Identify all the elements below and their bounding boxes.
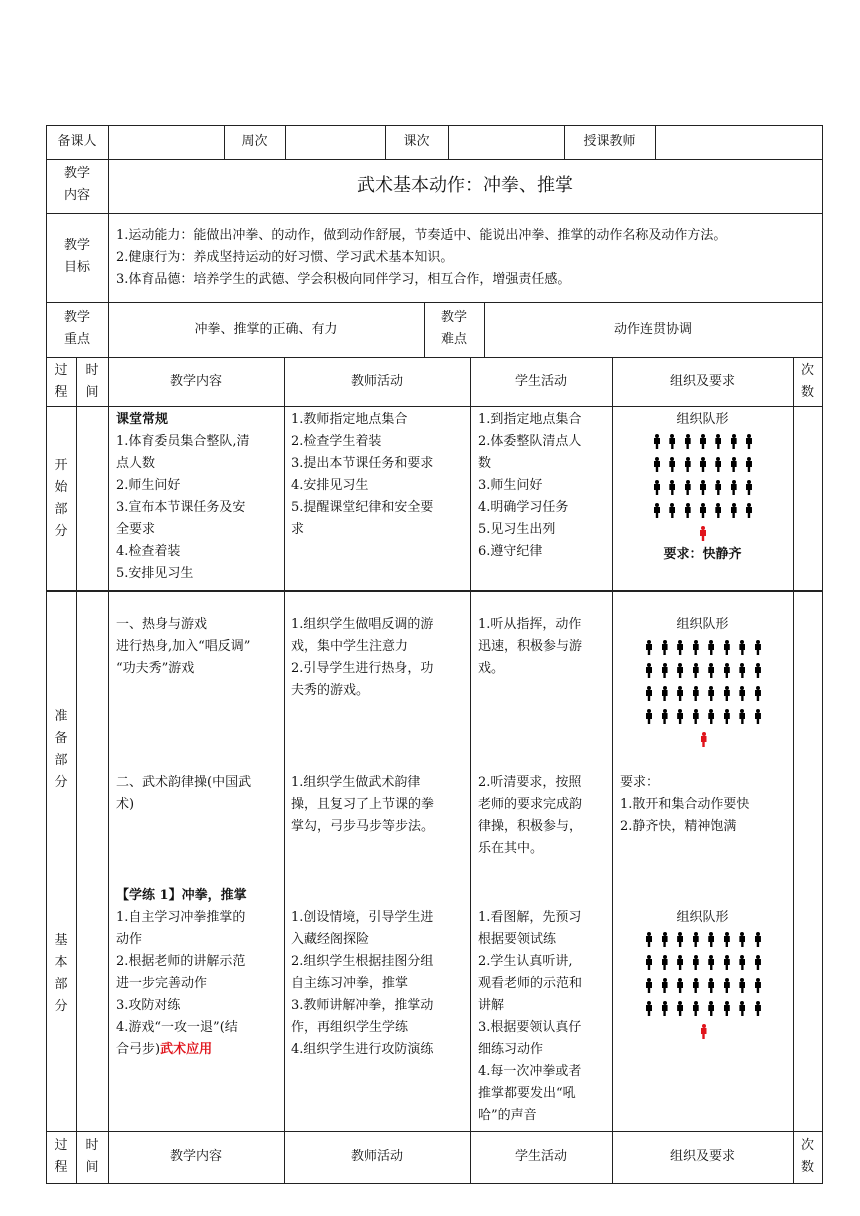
key-point-value: 冲拳、推掌的正确、有力: [194, 322, 338, 337]
formation-figure: [653, 434, 753, 549]
col-content: 教学内容: [169, 374, 222, 389]
basic-org-title: 组织队形: [676, 910, 729, 925]
teacher-figure: [700, 732, 708, 748]
basic-teacher: 1.创设情境，引导学生进 入藏经阁探险 2.组织学生根据挂图分组 自主练习冲拳，推掌 3.教师讲解冲拳，推掌动 作，再组织学生学练 4.组织学生进行攻防演练: [291, 910, 434, 1057]
col-count: 次 数: [800, 363, 814, 400]
goals-list: [116, 225, 821, 291]
teacher-figure: [699, 526, 707, 542]
lesson-label: 课次: [403, 134, 430, 149]
martial-application-highlight: 武术应用: [160, 1042, 213, 1057]
phase-start: 开 始 部 分: [54, 458, 68, 539]
key-point-label: 教学 重点: [63, 310, 90, 347]
basic-content: 【学练 1】冲拳，推掌 1.自主学习冲拳推掌的 动作 2.根据老师的讲解示范 进一步完善动作 3.攻防对练 4.游戏“一攻一退”(结 合弓步)武术应用: [116, 885, 282, 1061]
start-teacher: 1.教师指定地点集合 2.检查学生着装 3.提出本节课任务和要求 4.安排见习生 5.提醒课堂纪律和安全要 求: [291, 412, 434, 537]
prep-teacher-a: 1.组织学生做唱反调的游 戏，集中学生注意力 2.引导学生进行热身，功 夫秀的游戏。: [291, 617, 434, 698]
col-org: 组织及要求: [669, 374, 735, 389]
footer-col-time: 时 间: [85, 1138, 99, 1175]
footer-col-count: 次 数: [800, 1138, 814, 1175]
prep-content-b: 二、武术韵律操(中国武 术): [116, 775, 252, 812]
start-org-title: 组织队形: [676, 412, 729, 427]
prep-org-title: 组织队形: [676, 617, 729, 632]
content-label: 教学 内容: [63, 166, 90, 203]
week-label: 周次: [241, 134, 268, 149]
footer-col-process: 过 程: [54, 1138, 68, 1175]
phase-prep: 准 备 部 分: [54, 709, 68, 790]
prep-teacher-b: 1.组织学生做武术韵律 操，且复习了上节课的拳 掌勾，弓步马步等步法。: [291, 775, 435, 834]
prep-student-b: 2.听清要求，按照 老师的要求完成韵 律操，积极参与， 乐在其中。: [478, 775, 583, 856]
lesson-title: 武术基本动作：冲拳、推掌: [357, 175, 573, 196]
col-teacher: 教师活动: [350, 374, 403, 389]
phase-basic: 基 本 部 分: [54, 933, 68, 1014]
goal-item: 1.运动能力：能做出冲拳、的动作，做到动作舒展，节奏适中、能说出冲拳、推掌的动作名称及动作方法。: [116, 228, 727, 243]
teacher-field[interactable]: [655, 125, 822, 159]
difficulty-label: 教学 难点: [440, 310, 467, 347]
teacher-label: 授课教师: [583, 134, 636, 149]
start-content-title: 课堂常规: [116, 412, 169, 427]
footer-col-student: 学生活动: [514, 1149, 567, 1164]
lesson-field[interactable]: [448, 125, 564, 159]
prep-student-a: 1.听从指挥，动作 迅速，积极参与游 戏。: [478, 617, 583, 676]
week-field[interactable]: [285, 125, 385, 159]
preparer-field[interactable]: [108, 125, 224, 159]
prep-org-require: 要求： 1.散开和集合动作要快 2.静齐快，精神饱满: [620, 775, 750, 834]
col-time: 时 间: [85, 363, 99, 400]
footer-col-teacher: 教师活动: [350, 1149, 403, 1164]
preparer-label: 备课人: [57, 134, 97, 149]
goals-label: 教学 目标: [63, 238, 90, 275]
col-process: 过 程: [54, 363, 68, 400]
start-content: 课堂常规 1.体育委员集合整队,清 点人数 2.师生问好 3.宣布本节课任务及安 全要求 4.检查着装 5.安排见习生: [116, 409, 282, 585]
goal-item: 3.体育品德：培养学生的武德、学会积极向同伴学习，相互合作，增强责任感。: [116, 272, 571, 287]
formation-figure: [645, 640, 762, 755]
footer-col-content: 教学内容: [169, 1149, 222, 1164]
start-org-require: 要求：快静齐: [663, 547, 742, 562]
basic-student: 1.看图解，先预习 根据要领试练 2.学生认真听讲, 观看老师的示范和 讲解 3.根据要领认真仔 细练习动作 4.每一次冲拳或者 推掌都要发出“吼 哈”的声音: [478, 910, 583, 1123]
teacher-figure: [700, 1024, 708, 1040]
prep-content-a: 一、热身与游戏 进行热身,加入“唱反调” “功夫秀”游戏: [116, 617, 251, 676]
formation-figure: [645, 932, 762, 1047]
basic-content-title: 【学练 1】冲拳，推掌: [116, 888, 247, 903]
goal-item: 2.健康行为：养成坚持运动的好习惯、学习武术基本知识。: [116, 250, 454, 265]
footer-col-org: 组织及要求: [669, 1149, 735, 1164]
col-student: 学生活动: [514, 374, 567, 389]
difficulty-value: 动作连贯协调: [613, 322, 692, 337]
start-student: 1.到指定地点集合 2.体委整队清点人 数 3.师生问好 4.明确学习任务 5.见习生出列 6.遵守纪律: [478, 412, 582, 559]
